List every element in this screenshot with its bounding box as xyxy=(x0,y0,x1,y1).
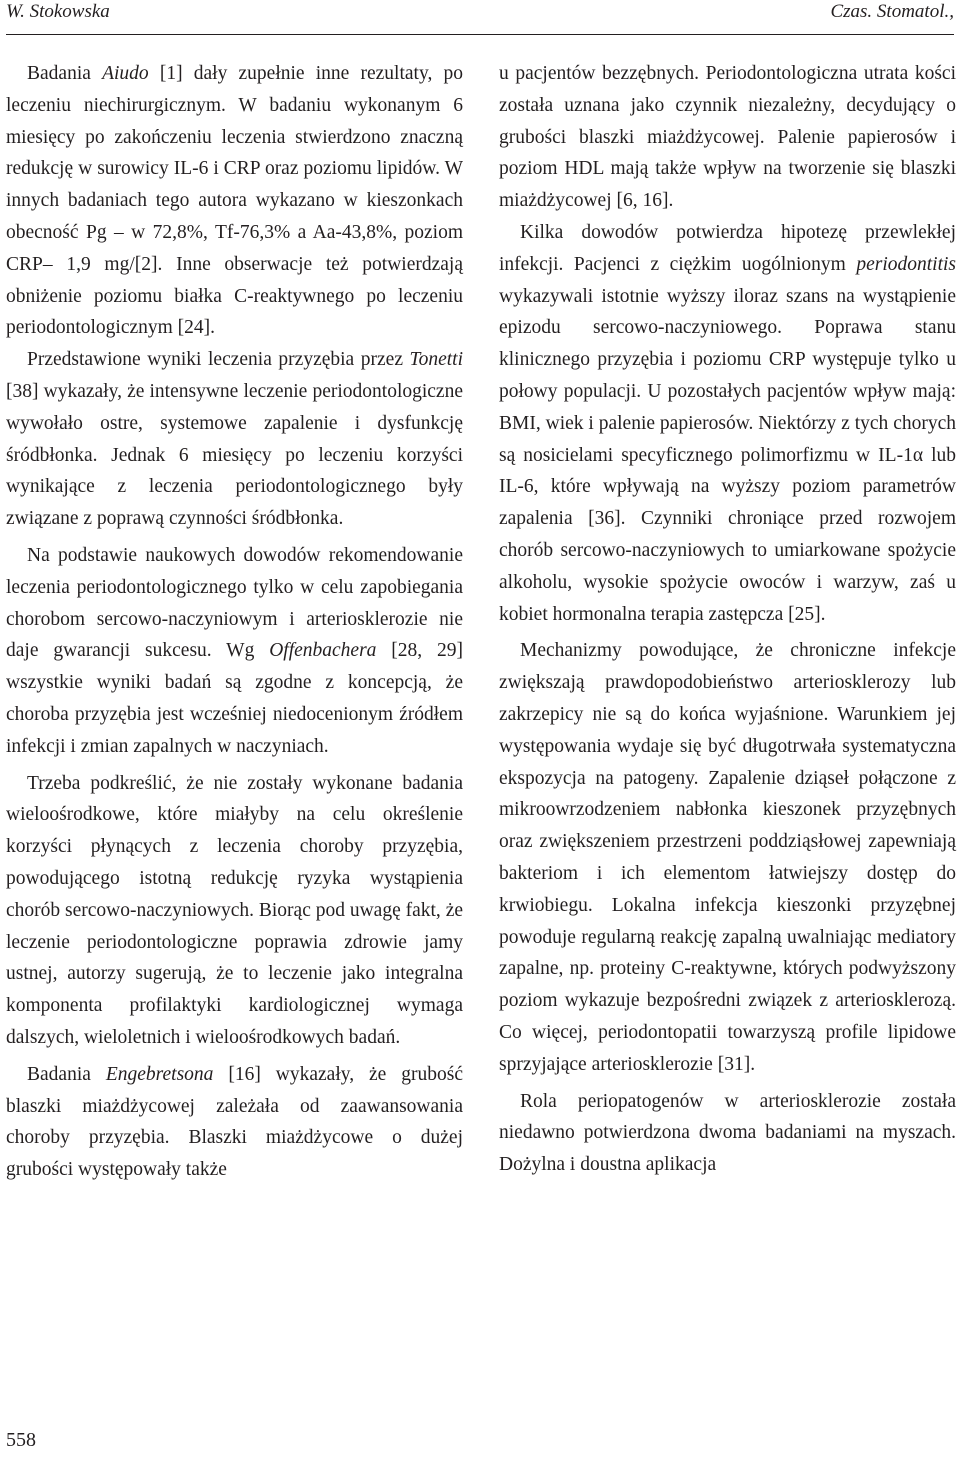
running-head xyxy=(6,0,954,35)
paragraph: Kilka dowodów potwierdza hipotezę przewlekłej infekcji. Pacjenci z ciężkim uogólnionym periodontitis wykazywali istotnie wyższy iloraz szans na wystąpienie epizodu sercowo-naczyniowego. Poprawa stanu klinicznego przyzębia i poziomu CRP występuje tylko u połowy populacji. U pozostałych pacjentów wpływ mają: BMI, wiek i palenie papierosów. Niektórzy z tych chorych są nosicielami specyficznego polimorfizmu w IL-1α lub IL-6, które wpływają na wyższy poziom parametrów zapalenia [36]. Czynniki chroniące przed rozwojem chorób sercowo-naczyniowych to umiarkowane spożycie alkoholu, wysokie spożycie owoców i warzyw, zaś u kobiet hormonalna terapia zastępcza [25]. xyxy=(499,221,956,625)
paragraph: Badania Aiudo [1] dały zupełnie inne rezultaty, po leczeniu niechirurgicznym. W badaniu wykonanym 6 miesięcy po zakończeniu leczenia stwierdzono znaczną redukcję w surowicy IL-6 i CRP oraz poziomu lipidów. W innych badaniach tego autora wykazano w kieszonkach obecność Pg – w 72,8%, Tf-76,3% a Aa-43,8%, poziom CRP– 1,9 mg/[2]. Inne obserwacje też potwierdzają obniżenie poziomu białka C-reaktywnego po leczeniu periodontologicznym [24]. xyxy=(6,63,463,339)
right-column xyxy=(499,58,956,1181)
author-name-aiudo: Aiudo xyxy=(102,63,149,84)
paragraph: Badania Engebretsona [16] wykazały, że grubość blaszki miażdżycowej zależała od zaawansowania choroby przyzębia. Blaszki miażdżycowe o dużej grubości występowały także xyxy=(6,1063,464,1181)
left-column xyxy=(6,58,463,1186)
page-number: 558 xyxy=(6,1429,36,1451)
paragraph: u pacjentów bezzębnych. Periodontologiczna utrata kości została uznana jako czynnik niezależny, decydujący o grubości blaszki miażdżycowej. Palenie papierosów i poziom HDL mają także wpływ na tworzenie się blaszki miażdżycowej [6, 16]. xyxy=(499,63,956,212)
author-name-tonetti: Tonetti xyxy=(409,349,463,371)
paragraph: Mechanizmy powodujące, że chroniczne infekcje zwiększają prawdopodobieństwo arteriosklerozy lub zakrzepicy nie są do końca wyjaśnione. Warunkiem jej występowania wydaje się być długotrwała systematyczna ekspozycja na patogeny. Zapalenie dziąseł połączone z mikroowrzodzeniem nabłonka kieszonek przyzębnych oraz zwiększeniem przestrzeni poddziąsłowej zapewniają bakteriom i ich elementom łatwiejszy dostęp do krwiobiegu. Lokalna infekcja kieszonki przyzębnej powoduje regularną reakcję zapalną uwalniając mediatory zapalne, np. proteiny C-reaktywne, których podwyższony poziom wykazuje bezpośredni związek z arteriosklerozą. Co więcej, periodontopatii towarzyszą profile lipidowe sprzyjające arteriosklerozie [31]. xyxy=(499,640,956,1075)
running-head-author: W. Stokowska xyxy=(6,1,110,22)
author-name-engebretson: Engebretsona xyxy=(105,1063,214,1085)
paragraph: Rola periopatogenów w arteriosklerozie została niedawno potwierdzona dwoma badaniami na myszach. Dożylna i doustna aplikacja xyxy=(499,1090,956,1176)
paragraph: Trzeba podkreślić, że nie zostały wykonane badania wieloośrodkowe, które miałyby na celu określenie korzyści płynących z leczenia choroby przyzębia, powodującego istotną redukcję ryzyka wystąpienia chorób sercowo-naczyniowych. Biorąc pod uwagę fakt, że leczenie periodontologiczne poprawia zdrowie jamy ustnej, autorzy sugerują, że to leczenie jako integralna komponenta profilaktyki kardiologicznej wymaga dalszych, wieloletnich i wieloośrodkowych badań. xyxy=(6,772,463,1048)
running-head-journal: Czas. Stomatol., xyxy=(830,1,954,22)
paragraph: Przedstawione wyniki leczenia przyzębia przez Tonetti [38] wykazały, że intensywne leczenie periodontologiczne wywołało ostre, systemowe zapalenie i dysfunkcję śródbłonka. Jednak 6 miesięcy po leczeniu korzyści wynikające z leczenia periodontologicznego były związane z poprawą czynności śródbłonka. xyxy=(6,349,463,530)
author-name-offenbacher: Offenbachera xyxy=(269,640,377,662)
paragraph: Na podstawie naukowych dowodów rekomendowanie leczenia periodontologicznego tylko w celu zapobiegania chorobom sercowo-naczyniowym i arteriosklerozie nie daje gwarancji sukcesu. Wg Offenbachera [28, 29] wszystkie wyniki badań są zgodne z koncepcją, że choroba przyzębia jest wcześniej niedocenionym źródłem infekcji i zmian zapalnych w naczyniach. xyxy=(6,544,463,757)
term-periodontitis: periodontitis xyxy=(856,253,956,275)
